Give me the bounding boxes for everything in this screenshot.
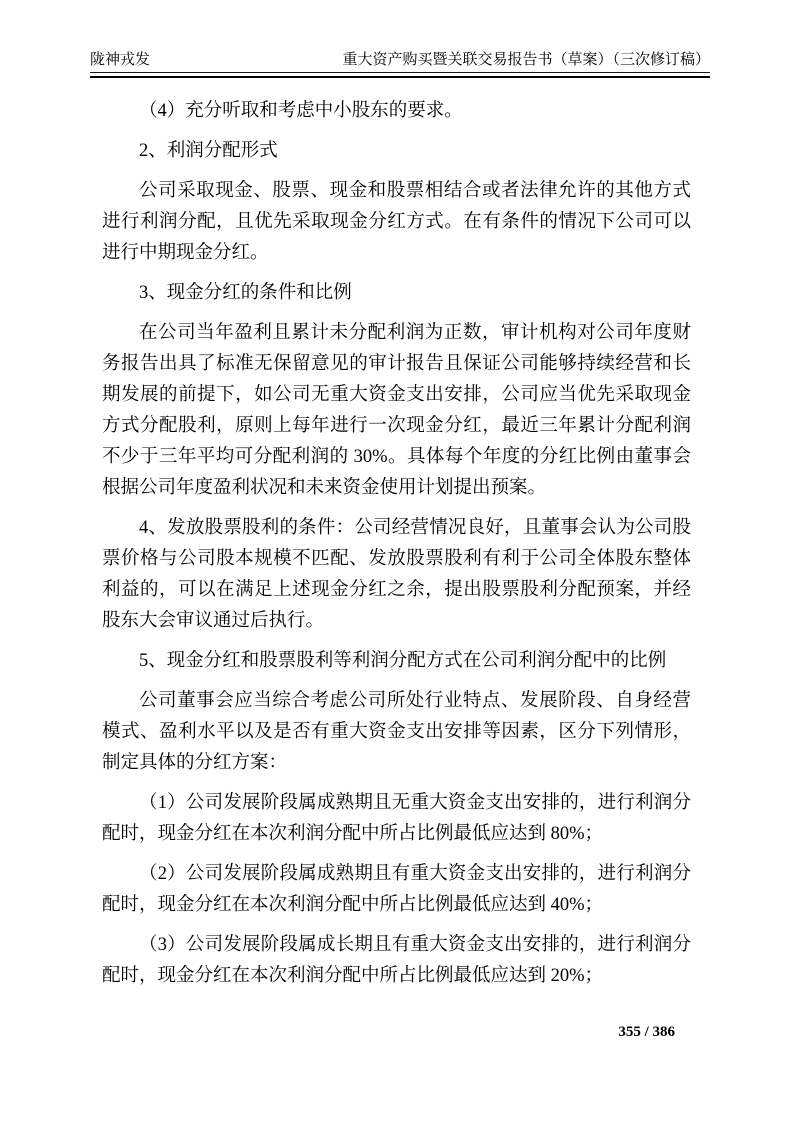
- header-company-name: 陇神戎发: [90, 52, 151, 68]
- header-rule-thick: [90, 76, 710, 78]
- section-heading-3: 3、现金分红的条件和比例: [139, 283, 352, 303]
- document-body: [102, 96, 691, 1001]
- paragraph-profit-distribution-forms: 公司采取现金、股票、现金和股票相结合或者法律允许的其他方式进行利润分配，且优先采取现金分红方式。在有条件的情况下公司可以进行中期现金分红。: [102, 181, 691, 263]
- section-heading-5: 5、现金分红和股票股利等利润分配方式在公司利润分配中的比例: [139, 651, 667, 671]
- header-report-title: 重大资产购买暨关联交易报告书（草案）（三次修订稿）: [342, 52, 710, 68]
- paragraph-board-considerations: 公司董事会应当综合考虑公司所处行业特点、发展阶段、自身经营模式、盈利水平以及是否有重大资金支出安排等因素，区分下列情形，制定具体的分红方案：: [102, 691, 691, 773]
- header-rule-thin: [90, 72, 710, 73]
- list-item-1-mature-no-spending: （1）公司发展阶段属成熟期且无重大资金支出安排的，进行利润分配时，现金分红在本次利润分配中所占比例最低应达到 80%；: [102, 793, 691, 844]
- section-heading-2: 2、利润分配形式: [139, 141, 278, 161]
- page-number: 355 / 386: [618, 1024, 675, 1040]
- paragraph-stock-dividend-conditions: 4、发放股票股利的条件：公司经营情况良好，且董事会认为公司股票价格与公司股本规模不匹配、发放股票股利有利于公司全体股东整体利益的，可以在满足上述现金分红之余，提出股票股利分配预案，并经股东大会审议通过后执行。: [102, 518, 691, 631]
- paragraph-cash-dividend-conditions: 在公司当年盈利且累计未分配利润为正数，审计机构对公司年度财务报告出具了标准无保留意见的审计报告且保证公司能够持续经营和长期发展的前提下，如公司无重大资金支出安排，公司应当优先采取现金方式分配股利，原则上每年进行一次现金分红，最近三年累计分配利润不少于三年平均可分配利润的 30%。具体每个年度的分红比例由董事会根据公司年度盈利状况和未来资金使用计划提出预案。: [102, 323, 691, 498]
- page-header: [90, 50, 710, 78]
- list-item-3-growth-with-spending: （3）公司发展阶段属成长期且有重大资金支出安排的，进行利润分配时，现金分红在本次利润分配中所占比例最低应达到 20%；: [102, 935, 691, 986]
- list-item-4: （4）充分听取和考虑中小股东的要求。: [139, 101, 463, 121]
- list-item-2-mature-with-spending: （2）公司发展阶段属成熟期且有重大资金支出安排的，进行利润分配时，现金分红在本次利润分配中所占比例最低应达到 40%；: [102, 864, 691, 915]
